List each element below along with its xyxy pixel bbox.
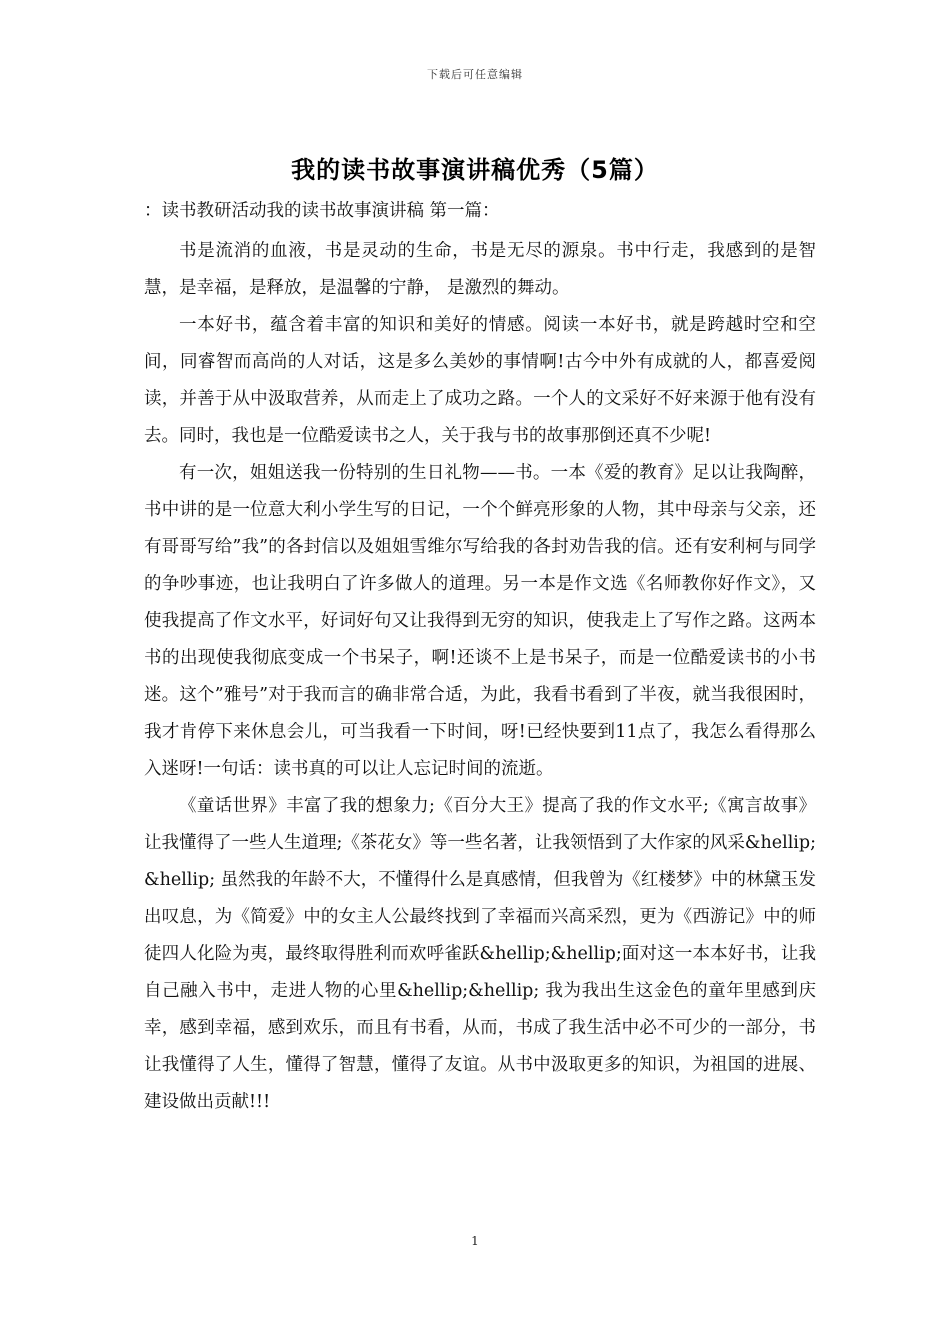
paragraph-3: 有一次，姐姐送我一份特别的生日礼物——书。一本《爱的教育》足以让我陶醉，书中讲的是一位意大利小学生写的日记，一个个鲜亮形象的人物，其中母亲与父亲，还有哥哥写给”我”的各封信以及姐姐雪维尔写给我的各封劝告我的信。还有安利柯与同学的争吵事迹，也让我明白了许多做人的道理。另一本是作文选《名师教你好作文》，又使我提高了作文水平，好词好句又让我得到无穷的知识，使我走上了写作之路。这两本书的出现使我彻底变成一个书呆子，啊!还谈不上是书呆子，而是一位酷爱读书的小书迷。这个”雅号”对于我而言的确非常合适，为此，我看书看到了半夜，就当我很困时，我才肯停下来休息会儿，可当我看一下时间，呀!已经快要到11点了，我怎么看得那么入迷呀!一句话：读书真的可以让人忘记时间的流逝。 — [144, 463, 816, 779]
page-number: 1 — [471, 1234, 479, 1248]
document-body — [144, 196, 816, 1121]
header-note: 下载后可任意编辑 — [427, 68, 523, 81]
section-subtitle: ：读书教研活动我的读书故事演讲稿 第一篇： — [144, 201, 500, 221]
document-title: 我的读书故事演讲稿优秀（5篇） — [291, 156, 659, 184]
paragraph-2: 一本好书，蕴含着丰富的知识和美好的情感。阅读一本好书，就是跨越时空和空间，同睿智而高尚的人对话，这是多么美妙的事情啊!古今中外有成就的人，都喜爱阅读，并善于从中汲取营养，从而走上了成功之路。一个人的文采好不好来源于他有没有去。同时，我也是一位酷爱读书之人，关于我与书的故事那倒还真不少呢! — [144, 315, 816, 446]
paragraph-4: 《童话世界》丰富了我的想象力;《百分大王》提高了我的作文水平;《寓言故事》让我懂得了一些人生道理;《茶花女》等一些名著，让我领悟到了大作家的风采&hellip;&hellip; 虽然我的年龄不大，不懂得什么是真感情，但我曾为《红楼梦》中的林黛玉发出叹息，为《简爱》中的女主人公最终找到了幸福而兴高采烈，更为《西游记》中的师徒四人化险为夷，最终取得胜利而欢呼雀跃&hellip;&hellip;面对这一本本好书，让我自己融入书中，走进人物的心里&hellip;&hellip; 我为我出生这金色的童年里感到庆幸，感到幸福，感到欢乐，而且有书看，从而，书成了我生活中必不可少的一部分，书让我懂得了人生，懂得了智慧，懂得了友谊。从书中汲取更多的知识，为祖国的进展、建设做出贡献!!! — [144, 796, 816, 1112]
paragraph-1: 书是流消的血液，书是灵动的生命，书是无尽的源泉。书中行走，我感到的是智慧，是幸福，是释放，是温馨的宁静， 是激烈的舞动。 — [144, 241, 816, 298]
